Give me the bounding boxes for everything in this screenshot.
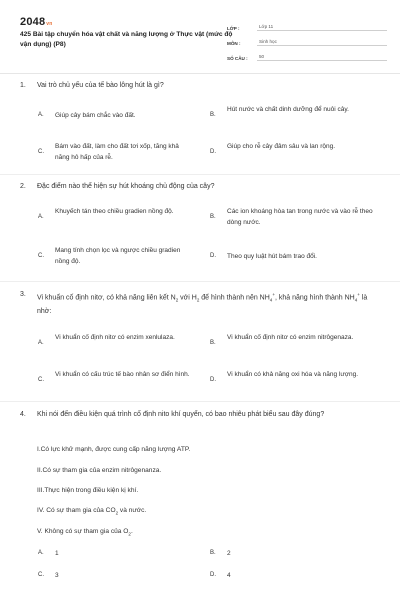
class-row xyxy=(227,17,387,31)
question-number: 4. xyxy=(20,411,26,418)
worksheet-meta xyxy=(227,17,387,62)
question-text: Vai trò chủ yếu của tế bào lông hút là gì? xyxy=(37,82,164,89)
count-value: 50 xyxy=(257,54,387,61)
statement-5: V. Không có sự tham gia của $O_2$. xyxy=(37,528,133,537)
class-value: Lớp 11 xyxy=(257,24,387,31)
question-4 xyxy=(20,409,382,433)
question-divider xyxy=(0,281,400,282)
count-row xyxy=(227,47,387,61)
class-label: LỚP : xyxy=(227,26,240,31)
site-logo[interactable]: 2048vn xyxy=(20,16,53,28)
header-divider xyxy=(0,73,400,74)
question-number: 2. xyxy=(20,183,26,190)
question-3 xyxy=(20,289,382,313)
count-label: SỐ CÂU : xyxy=(227,56,248,61)
subject-row xyxy=(227,32,387,46)
question-divider xyxy=(0,401,400,402)
question-text: Vi khuẩn cố định nitơ, có khả năng liên kết $N_2$ với $H_2$ để hình thành nên $NH_4^+$, khả năng hình thành $NH_4^+$ là nhờ: xyxy=(37,292,368,315)
worksheet-header xyxy=(0,0,400,72)
question-number: 3. xyxy=(20,291,26,298)
subject-label: MÔN : xyxy=(227,41,241,46)
statement-4: IV. Có sự tham gia của $CO_2$ và nước. xyxy=(37,507,147,516)
question-divider xyxy=(0,174,400,175)
statement-3: III.Thực hiện trong điều kiện kị khí. xyxy=(37,487,139,494)
question-text: Đặc điểm nào thể hiện sự hút khoáng chủ động của cây? xyxy=(37,183,215,190)
subject-value: Sinh học xyxy=(257,39,387,46)
statement-1: I.Có lực khử mạnh, được cung cấp năng lượng ATP. xyxy=(37,446,191,453)
statement-2: II.Có sự tham gia của enzim nitrôgenanza. xyxy=(37,467,162,474)
question-text: Khi nói đến điều kiện quá trình cố định nito khí quyển, có bao nhiêu phát biểu sau đây đúng? xyxy=(37,411,325,418)
question-number: 1. xyxy=(20,82,26,89)
page-title: 425 Bài tập chuyển hóa vật chất và năng lượng ở Thực vật (mức độ vận dụng) (P8) xyxy=(20,31,233,48)
